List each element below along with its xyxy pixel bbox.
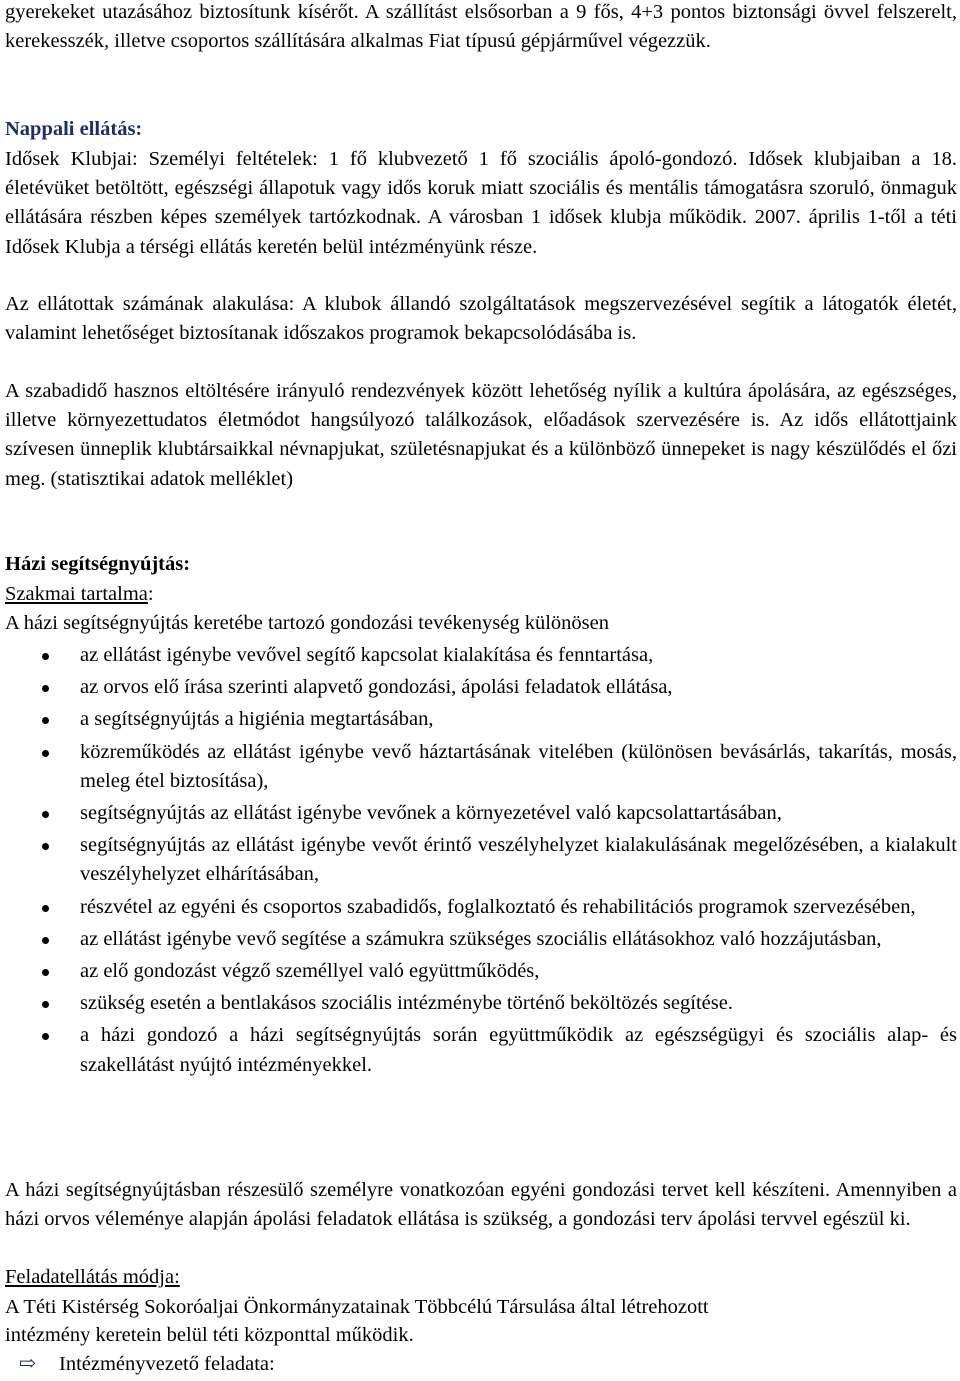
list-item: közreműködés az ellátást igénybe vevő háztartásának vitelében (különösen bevásárlás, takarítás, mosás, meleg étel biztosítása), bbox=[5, 738, 957, 796]
list-item: az orvos elő írása szerinti alapvető gondozási, ápolási feladatok ellátása, bbox=[5, 673, 957, 702]
bullet-icon bbox=[42, 969, 49, 976]
intezmenyvezeto-label: Intézményvezető feladata: bbox=[59, 1353, 275, 1375]
bullet-icon bbox=[42, 811, 49, 818]
hazi-lead: A házi segítségnyújtás keretébe tartozó gondozási tevékenység különösen bbox=[5, 612, 609, 634]
list-item: részvétel az egyéni és csoportos szabadidős, foglalkoztató és rehabilitációs programok szervezésében, bbox=[5, 893, 957, 922]
hazi-subheading bbox=[5, 580, 957, 609]
bullet-icon bbox=[42, 685, 49, 692]
hazi-paragraph-after: A házi segítségnyújtásban részesülő személyre vonatkozóan egyéni gondozási tervet kell készíteni. Amennyiben a házi orvos véleménye alapján ápolási feladatok ellátása is szükség, a gondozási terv ápolási tervvel egészül ki. bbox=[5, 1179, 957, 1231]
bullet-icon bbox=[42, 653, 49, 660]
feladat-text-line-1: A Téti Kistérség Sokoróaljai Önkormányzatainak Többcélú Társulása által létrehozott bbox=[5, 1296, 709, 1318]
bullet-icon bbox=[42, 1033, 49, 1040]
list-item: a házi gondozó a házi segítségnyújtás során együttműködik az egészségügyi és szociális alap- és szakellátást nyújtó intézményekkel. bbox=[5, 1021, 957, 1079]
intezmenyvezeto-item bbox=[5, 1350, 957, 1379]
feladat-heading: Feladatellátás módja: bbox=[5, 1266, 180, 1288]
nappali-paragraph-1: Idősek Klubjai: Személyi feltételek: 1 fő klubvezető 1 fő szociális ápoló-gondozó. Idősek klubjaiban a 18. életévüket betöltött, egészségi állapotuk vagy idős koruk miatt szociális és mentális támogatásra szoruló, önmaguk ellátására részben képes személyek tartózkodnak. A városban 1 idősek klubja működik. 2007. április 1-től a téti Idősek Klubja a térségi ellátás keretén belül intézményünk része. bbox=[5, 148, 957, 258]
list-item: az ellátást igénybe vevővel segítő kapcsolat kialakítása és fenntartása, bbox=[5, 641, 957, 670]
szakmai-tartalma-label: Szakmai tartalma bbox=[5, 583, 148, 605]
bullet-icon bbox=[42, 905, 49, 912]
list-item: szükség esetén a bentlakásos szociális intézménybe történő beköltözés segítése. bbox=[5, 989, 957, 1018]
bullet-icon bbox=[42, 843, 49, 850]
arrow-right-icon: ⇨ bbox=[19, 1353, 37, 1375]
bullet-icon bbox=[42, 717, 49, 724]
hazi-task-list bbox=[5, 641, 957, 1080]
bullet-icon bbox=[42, 750, 49, 757]
bullet-icon bbox=[42, 937, 49, 944]
list-item: az ellátást igénybe vevő segítése a számukra szükséges szociális ellátásokhoz való hozzájutásban, bbox=[5, 925, 957, 954]
list-item: segítségnyújtás az ellátást igénybe vevőt érintő veszélyhelyzet kialakulásának megelőzésében, a kialakult veszélyhelyzet elhárításában, bbox=[5, 831, 957, 889]
szakmai-tartalma-colon: : bbox=[147, 583, 154, 605]
nappali-paragraph-3: A szabadidő hasznos eltöltésére irányuló rendezvények között lehetőség nyílik a kultúra ápolására, az egészséges, illetve környezettudatos életmódot hangsúlyozó találkozások, előadások szervezésére is. Az idős ellátottjaink szívesen ünneplik klubtársaikkal névnapjukat, születésnapjukat és a különböző ünnepeket is nagy készülődés el őzi meg. (statisztikai adatok melléklet) bbox=[5, 380, 957, 490]
nappali-paragraph-2: Az ellátottak számának alakulása: A klubok állandó szolgáltatások megszervezésével segítik a látogatók életét, valamint lehetőséget biztosítanak időszakos programok bekapcsolódásába is. bbox=[5, 293, 957, 345]
bullet-icon bbox=[42, 1001, 49, 1008]
feladat-text-line-2: intézmény keretein belül téti központtal működik. bbox=[5, 1324, 414, 1346]
section-heading-hazi: Házi segítségnyújtás: bbox=[5, 553, 191, 575]
section-heading-nappali: Nappali ellátás: bbox=[5, 118, 143, 140]
list-item: a segítségnyújtás a higiénia megtartásában, bbox=[5, 705, 957, 734]
list-item: az elő gondozást végző személlyel való együttműködés, bbox=[5, 957, 957, 986]
list-item: segítségnyújtás az ellátást igénybe vevőnek a környezetével való kapcsolattartásában, bbox=[5, 799, 957, 828]
intro-paragraph: gyerekeket utazásához biztosítunk kísérőt. A szállítást elsősorban a 9 fős, 4+3 pontos biztonsági övvel felszerelt, kerekesszék, illetve csoportos szállítására alkalmas Fiat típusú gépjárművel végezzük. bbox=[5, 1, 957, 53]
